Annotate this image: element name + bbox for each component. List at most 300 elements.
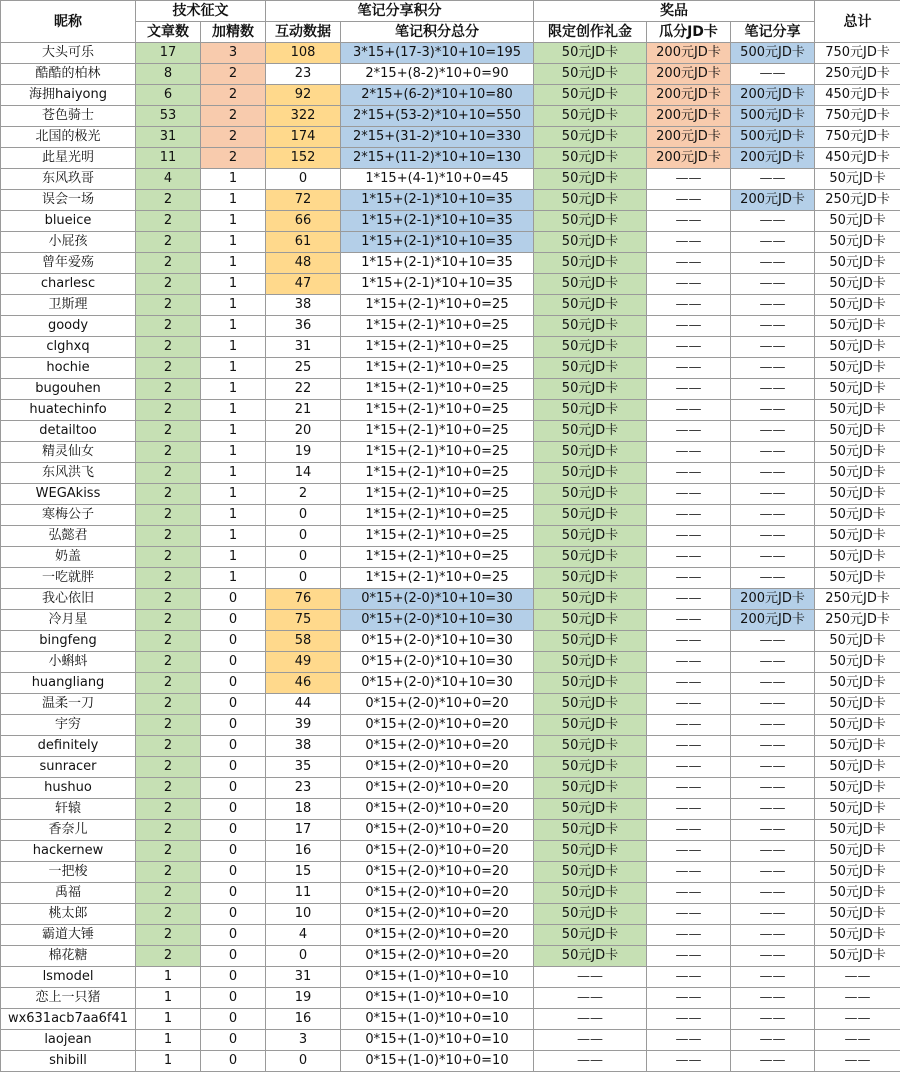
interaction-cell: 11 xyxy=(266,883,341,904)
total-cell: 250元JD卡 xyxy=(815,589,900,610)
nickname-cell: 温柔一刀 xyxy=(1,694,136,715)
nickname-cell: detailtoo xyxy=(1,421,136,442)
interaction-cell: 31 xyxy=(266,967,341,988)
note-total-cell: 1*15+(2-1)*10+0=25 xyxy=(341,526,534,547)
share-jd-cell: —— xyxy=(647,862,731,883)
note-total-cell: 2*15+(8-2)*10+0=90 xyxy=(341,64,534,85)
nickname-cell: wx631acb7aa6f41 xyxy=(1,1009,136,1030)
articles-cell: 2 xyxy=(136,337,201,358)
share-jd-cell: —— xyxy=(647,463,731,484)
note-share-cell: —— xyxy=(731,211,815,232)
nickname-cell: lsmodel xyxy=(1,967,136,988)
nickname-cell: 此星光明 xyxy=(1,148,136,169)
articles-cell: 17 xyxy=(136,43,201,64)
note-total-cell: 0*15+(2-0)*10+0=20 xyxy=(341,946,534,967)
featured-cell: 1 xyxy=(201,295,266,316)
note-share-cell: —— xyxy=(731,967,815,988)
note-total-cell: 0*15+(2-0)*10+10=30 xyxy=(341,652,534,673)
gift-cell: 50元JD卡 xyxy=(534,778,647,799)
gift-cell: 50元JD卡 xyxy=(534,295,647,316)
featured-cell: 1 xyxy=(201,421,266,442)
table-row xyxy=(1,862,900,883)
note-total-cell: 0*15+(2-0)*10+0=20 xyxy=(341,694,534,715)
articles-cell: 2 xyxy=(136,631,201,652)
table-row xyxy=(1,799,900,820)
articles-cell: 2 xyxy=(136,526,201,547)
gift-cell: 50元JD卡 xyxy=(534,316,647,337)
gift-cell: 50元JD卡 xyxy=(534,547,647,568)
articles-cell: 1 xyxy=(136,967,201,988)
gift-cell: 50元JD卡 xyxy=(534,274,647,295)
featured-cell: 2 xyxy=(201,127,266,148)
featured-cell: 0 xyxy=(201,883,266,904)
total-cell: 50元JD卡 xyxy=(815,442,900,463)
note-share-cell: 500元JD卡 xyxy=(731,43,815,64)
articles-cell: 2 xyxy=(136,883,201,904)
featured-cell: 0 xyxy=(201,904,266,925)
articles-cell: 6 xyxy=(136,85,201,106)
table-row xyxy=(1,673,900,694)
nickname-cell: 奶盖 xyxy=(1,547,136,568)
gift-cell: 50元JD卡 xyxy=(534,925,647,946)
table-row xyxy=(1,526,900,547)
note-total-cell: 2*15+(6-2)*10+10=80 xyxy=(341,85,534,106)
note-total-cell: 1*15+(2-1)*10+0=25 xyxy=(341,379,534,400)
featured-cell: 2 xyxy=(201,148,266,169)
share-jd-cell: —— xyxy=(647,631,731,652)
note-total-cell: 1*15+(4-1)*10+0=45 xyxy=(341,169,534,190)
share-jd-cell: —— xyxy=(647,904,731,925)
table-row xyxy=(1,736,900,757)
gift-cell: 50元JD卡 xyxy=(534,694,647,715)
interaction-cell: 23 xyxy=(266,778,341,799)
gift-cell: —— xyxy=(534,1030,647,1051)
articles-cell: 2 xyxy=(136,253,201,274)
featured-cell: 0 xyxy=(201,778,266,799)
interaction-cell: 47 xyxy=(266,274,341,295)
note-total-cell: 1*15+(2-1)*10+0=25 xyxy=(341,400,534,421)
gift-cell: 50元JD卡 xyxy=(534,568,647,589)
total-cell: 750元JD卡 xyxy=(815,127,900,148)
featured-cell: 0 xyxy=(201,1051,266,1072)
table-row xyxy=(1,631,900,652)
interaction-cell: 3 xyxy=(266,1030,341,1051)
header-featured: 加精数 xyxy=(201,22,266,43)
articles-cell: 4 xyxy=(136,169,201,190)
note-share-cell: —— xyxy=(731,169,815,190)
note-share-cell: 500元JD卡 xyxy=(731,127,815,148)
table-row xyxy=(1,757,900,778)
total-cell: —— xyxy=(815,1051,900,1072)
note-share-cell: —— xyxy=(731,1051,815,1072)
note-total-cell: 0*15+(1-0)*10+0=10 xyxy=(341,1051,534,1072)
nickname-cell: 曾年爱殇 xyxy=(1,253,136,274)
nickname-cell: 霸道大锤 xyxy=(1,925,136,946)
share-jd-cell: —— xyxy=(647,1009,731,1030)
note-share-cell: —— xyxy=(731,988,815,1009)
header-notes-group: 笔记分享积分 xyxy=(266,1,534,22)
gift-cell: 50元JD卡 xyxy=(534,358,647,379)
table-row xyxy=(1,883,900,904)
articles-cell: 2 xyxy=(136,820,201,841)
nickname-cell: 精灵仙女 xyxy=(1,442,136,463)
header-nickname: 昵称 xyxy=(1,1,136,43)
featured-cell: 0 xyxy=(201,589,266,610)
total-cell: 50元JD卡 xyxy=(815,841,900,862)
share-jd-cell: —— xyxy=(647,190,731,211)
gift-cell: 50元JD卡 xyxy=(534,673,647,694)
articles-cell: 2 xyxy=(136,673,201,694)
total-cell: 50元JD卡 xyxy=(815,400,900,421)
note-share-cell: —— xyxy=(731,274,815,295)
featured-cell: 0 xyxy=(201,1009,266,1030)
nickname-cell: 恋上一只猪 xyxy=(1,988,136,1009)
share-jd-cell: —— xyxy=(647,337,731,358)
total-cell: —— xyxy=(815,988,900,1009)
nickname-cell: shibill xyxy=(1,1051,136,1072)
table-row xyxy=(1,988,900,1009)
total-cell: 50元JD卡 xyxy=(815,925,900,946)
articles-cell: 2 xyxy=(136,484,201,505)
share-jd-cell: —— xyxy=(647,400,731,421)
interaction-cell: 36 xyxy=(266,316,341,337)
header-note-share: 笔记分享 xyxy=(731,22,815,43)
interaction-cell: 19 xyxy=(266,442,341,463)
share-jd-cell: —— xyxy=(647,820,731,841)
note-share-cell: —— xyxy=(731,295,815,316)
total-cell: 50元JD卡 xyxy=(815,505,900,526)
interaction-cell: 19 xyxy=(266,988,341,1009)
articles-cell: 2 xyxy=(136,568,201,589)
table-row xyxy=(1,43,900,64)
note-total-cell: 1*15+(2-1)*10+0=25 xyxy=(341,505,534,526)
share-jd-cell: —— xyxy=(647,967,731,988)
interaction-cell: 4 xyxy=(266,925,341,946)
featured-cell: 0 xyxy=(201,820,266,841)
note-total-cell: 1*15+(2-1)*10+0=25 xyxy=(341,442,534,463)
share-jd-cell: 200元JD卡 xyxy=(647,148,731,169)
interaction-cell: 25 xyxy=(266,358,341,379)
interaction-cell: 38 xyxy=(266,295,341,316)
interaction-cell: 58 xyxy=(266,631,341,652)
note-total-cell: 0*15+(2-0)*10+10=30 xyxy=(341,589,534,610)
note-share-cell: —— xyxy=(731,568,815,589)
total-cell: 250元JD卡 xyxy=(815,190,900,211)
interaction-cell: 44 xyxy=(266,694,341,715)
note-total-cell: 0*15+(1-0)*10+0=10 xyxy=(341,1009,534,1030)
total-cell: 50元JD卡 xyxy=(815,904,900,925)
header-gift: 限定创作礼金 xyxy=(534,22,647,43)
note-share-cell: 200元JD卡 xyxy=(731,148,815,169)
note-share-cell: 200元JD卡 xyxy=(731,589,815,610)
total-cell: 450元JD卡 xyxy=(815,85,900,106)
note-total-cell: 2*15+(31-2)*10+10=330 xyxy=(341,127,534,148)
total-cell: 750元JD卡 xyxy=(815,43,900,64)
note-share-cell: —— xyxy=(731,505,815,526)
total-cell: 50元JD卡 xyxy=(815,463,900,484)
total-cell: 50元JD卡 xyxy=(815,736,900,757)
share-jd-cell: —— xyxy=(647,211,731,232)
note-share-cell: —— xyxy=(731,925,815,946)
nickname-cell: 小蝌蚪 xyxy=(1,652,136,673)
table-row xyxy=(1,106,900,127)
articles-cell: 2 xyxy=(136,694,201,715)
total-cell: 50元JD卡 xyxy=(815,652,900,673)
note-total-cell: 1*15+(2-1)*10+10=35 xyxy=(341,274,534,295)
note-share-cell: —— xyxy=(731,883,815,904)
gift-cell: 50元JD卡 xyxy=(534,757,647,778)
articles-cell: 2 xyxy=(136,463,201,484)
interaction-cell: 0 xyxy=(266,547,341,568)
note-total-cell: 0*15+(2-0)*10+0=20 xyxy=(341,799,534,820)
note-total-cell: 0*15+(2-0)*10+0=20 xyxy=(341,862,534,883)
header-prize-group: 奖品 xyxy=(534,1,815,22)
table-row xyxy=(1,841,900,862)
share-jd-cell: —— xyxy=(647,358,731,379)
total-cell: 50元JD卡 xyxy=(815,547,900,568)
total-cell: 50元JD卡 xyxy=(815,526,900,547)
table-row xyxy=(1,190,900,211)
articles-cell: 2 xyxy=(136,421,201,442)
note-total-cell: 0*15+(2-0)*10+10=30 xyxy=(341,673,534,694)
note-total-cell: 0*15+(2-0)*10+0=20 xyxy=(341,778,534,799)
note-total-cell: 0*15+(2-0)*10+0=20 xyxy=(341,883,534,904)
interaction-cell: 14 xyxy=(266,463,341,484)
note-total-cell: 1*15+(2-1)*10+0=25 xyxy=(341,358,534,379)
share-jd-cell: 200元JD卡 xyxy=(647,127,731,148)
note-total-cell: 0*15+(2-0)*10+0=20 xyxy=(341,820,534,841)
share-jd-cell: —— xyxy=(647,988,731,1009)
interaction-cell: 61 xyxy=(266,232,341,253)
total-cell: 50元JD卡 xyxy=(815,757,900,778)
total-cell: 50元JD卡 xyxy=(815,337,900,358)
articles-cell: 53 xyxy=(136,106,201,127)
nickname-cell: 棉花糖 xyxy=(1,946,136,967)
gift-cell: 50元JD卡 xyxy=(534,169,647,190)
table-row xyxy=(1,64,900,85)
interaction-cell: 16 xyxy=(266,1009,341,1030)
featured-cell: 1 xyxy=(201,169,266,190)
gift-cell: —— xyxy=(534,988,647,1009)
total-cell: 50元JD卡 xyxy=(815,421,900,442)
interaction-cell: 0 xyxy=(266,1051,341,1072)
share-jd-cell: —— xyxy=(647,1030,731,1051)
share-jd-cell: 200元JD卡 xyxy=(647,43,731,64)
gift-cell: 50元JD卡 xyxy=(534,589,647,610)
nickname-cell: 苍色骑士 xyxy=(1,106,136,127)
featured-cell: 1 xyxy=(201,211,266,232)
note-share-cell: —— xyxy=(731,421,815,442)
nickname-cell: 一吃就胖 xyxy=(1,568,136,589)
nickname-cell: 弘懿君 xyxy=(1,526,136,547)
nickname-cell: 轩辕 xyxy=(1,799,136,820)
share-jd-cell: —— xyxy=(647,1051,731,1072)
featured-cell: 0 xyxy=(201,862,266,883)
gift-cell: 50元JD卡 xyxy=(534,379,647,400)
nickname-cell: bingfeng xyxy=(1,631,136,652)
header-interaction: 互动数据 xyxy=(266,22,341,43)
table-row xyxy=(1,148,900,169)
interaction-cell: 23 xyxy=(266,64,341,85)
note-share-cell: —— xyxy=(731,442,815,463)
note-share-cell: 200元JD卡 xyxy=(731,190,815,211)
total-cell: 50元JD卡 xyxy=(815,862,900,883)
nickname-cell: 桃太郎 xyxy=(1,904,136,925)
table-row xyxy=(1,925,900,946)
table-row xyxy=(1,400,900,421)
interaction-cell: 174 xyxy=(266,127,341,148)
total-cell: 50元JD卡 xyxy=(815,484,900,505)
articles-cell: 2 xyxy=(136,778,201,799)
nickname-cell: bugouhen xyxy=(1,379,136,400)
share-jd-cell: —— xyxy=(647,883,731,904)
gift-cell: 50元JD卡 xyxy=(534,631,647,652)
note-total-cell: 1*15+(2-1)*10+0=25 xyxy=(341,316,534,337)
share-jd-cell: —— xyxy=(647,715,731,736)
articles-cell: 1 xyxy=(136,1051,201,1072)
share-jd-cell: —— xyxy=(647,421,731,442)
share-jd-cell: —— xyxy=(647,778,731,799)
table-row xyxy=(1,1030,900,1051)
featured-cell: 1 xyxy=(201,505,266,526)
articles-cell: 2 xyxy=(136,610,201,631)
note-share-cell: —— xyxy=(731,778,815,799)
nickname-cell: clghxq xyxy=(1,337,136,358)
featured-cell: 1 xyxy=(201,568,266,589)
note-total-cell: 0*15+(2-0)*10+10=30 xyxy=(341,610,534,631)
note-share-cell: —— xyxy=(731,694,815,715)
note-total-cell: 2*15+(11-2)*10+10=130 xyxy=(341,148,534,169)
interaction-cell: 20 xyxy=(266,421,341,442)
note-share-cell: —— xyxy=(731,463,815,484)
header-total: 总计 xyxy=(815,1,900,43)
featured-cell: 1 xyxy=(201,190,266,211)
share-jd-cell: —— xyxy=(647,925,731,946)
articles-cell: 2 xyxy=(136,799,201,820)
gift-cell: 50元JD卡 xyxy=(534,904,647,925)
interaction-cell: 17 xyxy=(266,820,341,841)
gift-cell: 50元JD卡 xyxy=(534,526,647,547)
gift-cell: —— xyxy=(534,1051,647,1072)
gift-cell: 50元JD卡 xyxy=(534,862,647,883)
note-share-cell: 200元JD卡 xyxy=(731,85,815,106)
gift-cell: —— xyxy=(534,1009,647,1030)
note-share-cell: —— xyxy=(731,253,815,274)
interaction-cell: 152 xyxy=(266,148,341,169)
nickname-cell: huatechinfo xyxy=(1,400,136,421)
total-cell: 250元JD卡 xyxy=(815,64,900,85)
share-jd-cell: —— xyxy=(647,379,731,400)
gift-cell: 50元JD卡 xyxy=(534,883,647,904)
gift-cell: 50元JD卡 xyxy=(534,652,647,673)
table-row xyxy=(1,169,900,190)
table-row xyxy=(1,694,900,715)
nickname-cell: 北国的极光 xyxy=(1,127,136,148)
share-jd-cell: —— xyxy=(647,505,731,526)
share-jd-cell: —— xyxy=(647,694,731,715)
nickname-cell: laojean xyxy=(1,1030,136,1051)
header-share-jd: 瓜分JD卡 xyxy=(647,22,731,43)
note-share-cell: —— xyxy=(731,673,815,694)
note-total-cell: 0*15+(1-0)*10+0=10 xyxy=(341,1030,534,1051)
header-tech-group: 技术征文 xyxy=(136,1,266,22)
interaction-cell: 46 xyxy=(266,673,341,694)
share-jd-cell: —— xyxy=(647,610,731,631)
nickname-cell: 大头可乐 xyxy=(1,43,136,64)
note-total-cell: 1*15+(2-1)*10+0=25 xyxy=(341,547,534,568)
featured-cell: 0 xyxy=(201,988,266,1009)
note-total-cell: 1*15+(2-1)*10+0=25 xyxy=(341,463,534,484)
nickname-cell: 东风玖哥 xyxy=(1,169,136,190)
share-jd-cell: 200元JD卡 xyxy=(647,64,731,85)
featured-cell: 1 xyxy=(201,463,266,484)
gift-cell: 50元JD卡 xyxy=(534,946,647,967)
articles-cell: 2 xyxy=(136,190,201,211)
note-share-cell: —— xyxy=(731,526,815,547)
featured-cell: 1 xyxy=(201,547,266,568)
featured-cell: 1 xyxy=(201,274,266,295)
share-jd-cell: 200元JD卡 xyxy=(647,106,731,127)
featured-cell: 2 xyxy=(201,106,266,127)
share-jd-cell: —— xyxy=(647,484,731,505)
nickname-cell: 香奈儿 xyxy=(1,820,136,841)
note-share-cell: —— xyxy=(731,1030,815,1051)
total-cell: —— xyxy=(815,1009,900,1030)
articles-cell: 2 xyxy=(136,295,201,316)
gift-cell: —— xyxy=(534,967,647,988)
featured-cell: 0 xyxy=(201,610,266,631)
gift-cell: 50元JD卡 xyxy=(534,421,647,442)
articles-cell: 2 xyxy=(136,925,201,946)
featured-cell: 0 xyxy=(201,673,266,694)
interaction-cell: 0 xyxy=(266,526,341,547)
note-total-cell: 0*15+(2-0)*10+10=30 xyxy=(341,631,534,652)
nickname-cell: WEGAkiss xyxy=(1,484,136,505)
share-jd-cell: —— xyxy=(647,253,731,274)
table-row xyxy=(1,358,900,379)
interaction-cell: 48 xyxy=(266,253,341,274)
share-jd-cell: —— xyxy=(647,799,731,820)
note-total-cell: 1*15+(2-1)*10+0=25 xyxy=(341,421,534,442)
nickname-cell: 我心依旧 xyxy=(1,589,136,610)
note-total-cell: 0*15+(2-0)*10+0=20 xyxy=(341,715,534,736)
total-cell: 50元JD卡 xyxy=(815,568,900,589)
share-jd-cell: —— xyxy=(647,316,731,337)
share-jd-cell: —— xyxy=(647,652,731,673)
nickname-cell: huangliang xyxy=(1,673,136,694)
total-cell: 50元JD卡 xyxy=(815,673,900,694)
interaction-cell: 66 xyxy=(266,211,341,232)
total-cell: 50元JD卡 xyxy=(815,946,900,967)
note-total-cell: 3*15+(17-3)*10+10=195 xyxy=(341,43,534,64)
note-total-cell: 0*15+(1-0)*10+0=10 xyxy=(341,967,534,988)
total-cell: 50元JD卡 xyxy=(815,799,900,820)
table-row xyxy=(1,442,900,463)
share-jd-cell: —— xyxy=(647,946,731,967)
nickname-cell: charlesc xyxy=(1,274,136,295)
interaction-cell: 16 xyxy=(266,841,341,862)
nickname-cell: 小屁孩 xyxy=(1,232,136,253)
total-cell: 50元JD卡 xyxy=(815,883,900,904)
interaction-cell: 0 xyxy=(266,169,341,190)
interaction-cell: 38 xyxy=(266,736,341,757)
share-jd-cell: —— xyxy=(647,736,731,757)
share-jd-cell: —— xyxy=(647,169,731,190)
gift-cell: 50元JD卡 xyxy=(534,43,647,64)
total-cell: —— xyxy=(815,1030,900,1051)
articles-cell: 1 xyxy=(136,1009,201,1030)
note-share-cell: —— xyxy=(731,715,815,736)
